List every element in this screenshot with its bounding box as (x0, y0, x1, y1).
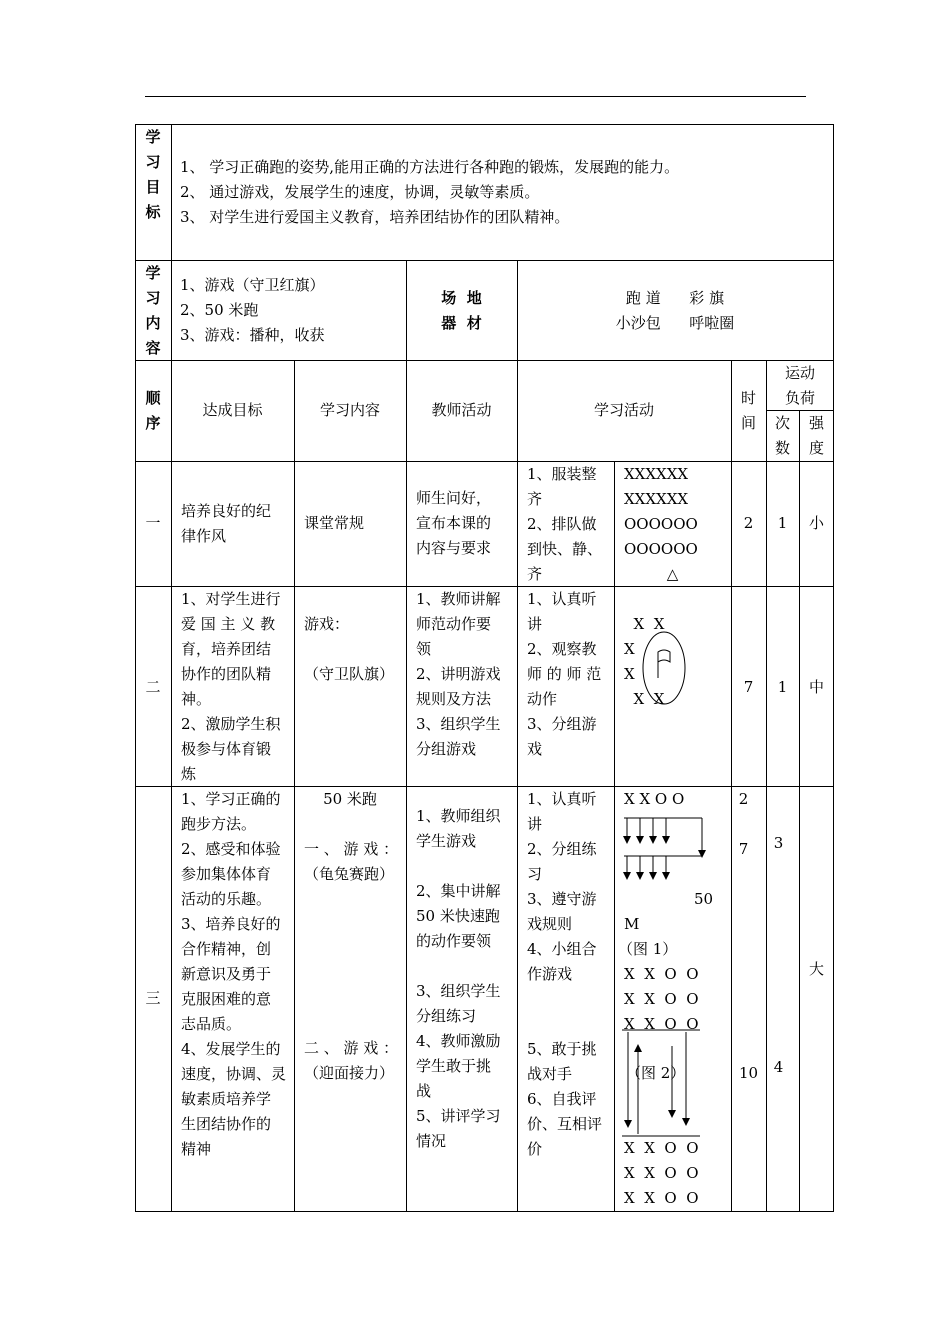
hoop-circle (643, 632, 685, 704)
header-rule (145, 96, 806, 97)
header-order: 顺 序 (145, 389, 161, 432)
row3-time: 10 (738, 1064, 759, 1082)
row1-order: 一 (145, 514, 161, 532)
row3-teacher: 1、教师组织 学生游戏 2、集中讲解 50 米快速跑 的动作要领 3、组织学生 分组练习 4、教师激励 学生敢于挑 战 5、讲评学习 情况 (416, 807, 501, 1150)
row2-formation: X X X X X X (624, 615, 665, 708)
header-goal: 达成目标 (202, 401, 263, 419)
objectives-label: 学 习 目 标 (145, 128, 161, 221)
row3-time: 7 (738, 840, 749, 858)
row3-time: 2 (738, 790, 749, 808)
column-divider (171, 124, 172, 1212)
content-label: 学 习 内 容 (145, 264, 161, 357)
row-divider (135, 461, 834, 462)
row3-intensity: 大 (808, 960, 824, 978)
relay-diagram-1 (614, 812, 731, 887)
row1-intensity: 小 (808, 514, 824, 532)
row3-learn-game2: 二 、 游 戏 ： （迎面接力） (304, 1039, 399, 1082)
venue-items: 跑 道 彩 旗 小沙包 呼啦圈 (615, 289, 735, 332)
row3-learn-game1: 一 、 游 戏 ： （龟兔赛跑） (304, 840, 399, 883)
row1-student: 1、服装整 齐 2、排队做 到快、静、 齐 (527, 465, 603, 583)
relay-arrow-heads (624, 1044, 690, 1128)
row3-formation-mid: X X O O X X O O X X O O (624, 965, 699, 1033)
row3-count: 3 (773, 834, 784, 852)
row-divider (135, 360, 834, 361)
run-arrows-bottom (627, 856, 666, 875)
column-divider (294, 360, 295, 1212)
row3-order: 三 (145, 989, 161, 1007)
header-time: 时 间 (740, 389, 756, 432)
row1-count: 1 (777, 514, 788, 532)
row2-time: 7 (743, 678, 754, 696)
flag-icon (658, 650, 670, 662)
content-item: 2、50 米跑 (180, 301, 259, 319)
content-item: 3、游戏：播种，收获 (180, 326, 325, 344)
row1-time: 2 (743, 514, 754, 532)
row-divider (135, 260, 834, 261)
header-learn: 学习内容 (319, 401, 380, 419)
row2-student: 1、认真听 讲 2、观察教 师 的 师 范 动作 3、分组游 戏 (527, 590, 602, 758)
row2-goal: 1、对学生进行 爱 国 主 义 教 育，培养团结 协作的团队精 神。 2、激励学生积 极参与体育锻 炼 (181, 590, 281, 783)
row2-teacher: 1、教师讲解 师范动作要 领 2、讲明游戏 规则及方法 3、组织学生 分组游戏 (416, 590, 501, 758)
row2-order: 二 (145, 678, 161, 696)
arrow-heads-top (623, 836, 670, 844)
teacher-position-mark: △ (666, 565, 679, 583)
run-arrows-top (627, 818, 666, 840)
row1-learn: 课堂常规 (304, 514, 365, 532)
objective-item: 1、 学习正确跑的姿势,能用正确的方法进行各种跑的锻炼，发展跑的能力。 (180, 158, 680, 176)
flag-circle-diagram (640, 628, 690, 708)
venue-label: 场 地 器 材 (441, 289, 482, 332)
header-load: 运动 负荷 (784, 364, 815, 407)
row3-student: 1、认真听 讲 2、分组练 习 3、遵守游 戏规则 4、小组合 作游戏 5、敢于挑 战对手 6、自我评 价、互相评 价 (527, 790, 603, 1158)
row3-count: 4 (773, 1058, 784, 1076)
row3-learn-run: 50 米跑 (323, 790, 377, 808)
row1-formation: XXXXXX XXXXXX OOOOOO OOOOOO (624, 465, 698, 558)
header-intensity: 强 度 (808, 414, 824, 457)
row3-goal: 1、学习正确的 跑步方法。 2、感受和体验 参加集体体育 活动的乐趣。 3、培养良好的 合作精神，创 新意识及勇于 克服困难的意 志品质。 4、发展学生的 速度，协调、灵 敏素质培养学 生团结协作的 精神 (181, 790, 287, 1158)
column-divider (766, 360, 767, 1212)
distance-unit: M (624, 915, 640, 933)
objective-item: 3、 对学生进行爱国主义教育，培养团结协作的团队精神。 (180, 208, 570, 226)
figure-2-caption: （图 2） (626, 1064, 686, 1082)
header-teacher: 教师活动 (431, 401, 492, 419)
row1-goal: 培养良好的纪 律作风 (181, 502, 272, 545)
content-item: 1、游戏（守卫红旗） (180, 276, 325, 294)
distance-number: 50 (694, 890, 714, 908)
row2-count: 1 (777, 678, 788, 696)
row2-learn: 游戏： （守卫队旗） (304, 615, 395, 683)
row2-intensity: 中 (808, 678, 824, 696)
figure-1-caption: （图 1） (618, 940, 678, 958)
header-count: 次 数 (774, 414, 790, 457)
objective-item: 2、 通过游戏，发展学生的速度，协调，灵敏等素质。 (180, 183, 540, 201)
arrow-heads-bottom (623, 872, 670, 880)
row3-formation-bottom: X X O O X X O O X X O O (624, 1139, 699, 1207)
header-student: 学习活动 (593, 401, 654, 419)
row3-formation-top: X X O O (624, 790, 685, 808)
row1-teacher: 师生问好， 宣布本课的 内容与要求 (416, 489, 492, 557)
